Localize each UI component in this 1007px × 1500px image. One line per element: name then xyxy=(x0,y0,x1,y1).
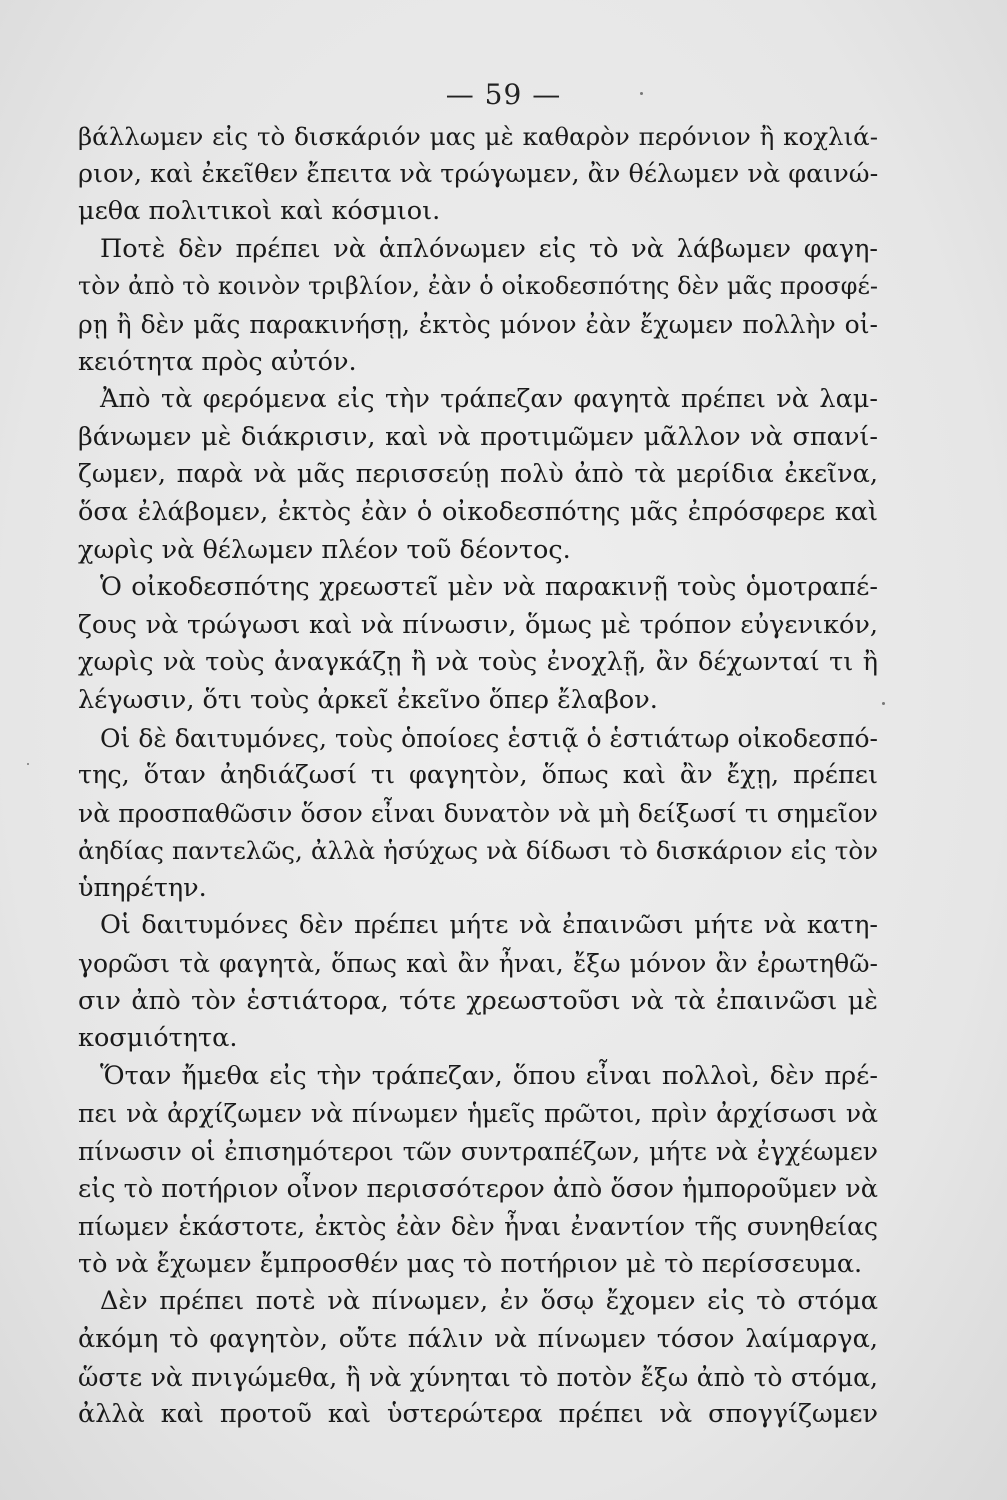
paper-speck xyxy=(640,92,643,95)
page-number: — 59 — xyxy=(445,78,562,111)
text-line: Ὅταν ἤμεθα εἰς τὴν τράπεζαν, ὅπου εἶναι πολλοὶ, δὲν πρέ- xyxy=(100,1060,878,1091)
text-line: εἰς τὸ ποτήριον οἶνον περισσότερον ἀπὸ ὅσον ἠμποροῦμεν νὰ xyxy=(78,1173,878,1204)
text-line: γορῶσι τὰ φαγητὰ, ὅπως καὶ ἂν ἦναι, ἔξω μόνον ἂν ἐρωτηθῶ- xyxy=(78,949,878,979)
text-line: βάνωμεν μὲ διάκρισιν, καὶ νὰ προτιμῶμεν μᾶλλον νὰ σπανί- xyxy=(78,421,878,452)
text-line: ριον, καὶ ἐκεῖθεν ἔπειτα νὰ τρώγωμεν, ἂν θέλωμεν νὰ φαινώ- xyxy=(78,158,879,189)
body-text xyxy=(78,118,878,1434)
text-line: ὑπηρέτην. xyxy=(78,872,207,903)
text-line: Οἱ δαιτυμόνες δὲν πρέπει μήτε νὰ ἐπαινῶσι μήτε νὰ κατη- xyxy=(100,910,878,941)
text-line: ζους νὰ τρώγωσι καὶ νὰ πίνωσιν, ὅμως μὲ τρόπον εὐγενικόν, xyxy=(78,609,878,640)
text-line: τὸν ἀπὸ τὸ κοινὸν τριβλίον, ἐὰν ὁ οἰκοδεσπότης δὲν μᾶς προσφέ- xyxy=(78,272,878,301)
text-line: βάλλωμεν εἰς τὸ δισκάριόν μας μὲ καθαρὸν περόνιον ἢ κοχλιά- xyxy=(78,122,878,151)
text-line: λέγωσιν, ὅτι τοὺς ἀρκεῖ ἐκεῖνο ὅπερ ἔλαβον. xyxy=(78,684,658,715)
text-line: Οἱ δὲ δαιτυμόνες, τοὺς ὁποίοες ἑστιᾷ ὁ ἑστιάτωρ οἰκοδεσπό- xyxy=(100,723,878,753)
text-line: πίωμεν ἑκάστοτε, ἐκτὸς ἐὰν δὲν ἦναι ἐναντίον τῆς συνηθείας xyxy=(78,1212,878,1242)
text-line: ὅσα ἐλάβομεν, ἐκτὸς ἐὰν ὁ οἰκοδεσπότης μᾶς ἐπρόσφερε καὶ xyxy=(78,496,878,527)
text-line: ἀλλὰ καὶ προτοῦ καὶ ὑστερώτερα πρέπει νὰ σπογγίζωμεν xyxy=(78,1399,878,1430)
text-line: τὸ νὰ ἔχωμεν ἔμπροσθέν μας τὸ ποτήριον μὲ τὸ περίσσευμα. xyxy=(78,1248,863,1279)
text-line: ἀηδίας παντελῶς, ἀλλὰ ἡσύχως νὰ δίδωσι τὸ δισκάριον εἰς τὸν xyxy=(78,836,878,866)
paper-speck xyxy=(882,702,885,705)
text-line: νὰ προσπαθῶσιν ὅσον εἶναι δυνατὸν νὰ μὴ δείξωσί τι σημεῖον xyxy=(78,798,878,828)
text-line: ρῃ ἢ δὲν μᾶς παρακινήσῃ, ἐκτὸς μόνον ἐὰν ἔχωμεν πολλὴν οἰ- xyxy=(78,309,878,339)
text-line: χωρὶς νὰ θέλωμεν πλέον τοῦ δέοντος. xyxy=(78,534,571,565)
text-line: Δὲν πρέπει ποτὲ νὰ πίνωμεν, ἐν ὅσῳ ἔχομεν εἰς τὸ στόμα xyxy=(100,1286,878,1317)
text-line: ζωμεν, παρὰ νὰ μᾶς περισσεύῃ πολὺ ἀπὸ τὰ μερίδια ἐκεῖνα, xyxy=(78,459,878,490)
text-line: πίνωσιν οἱ ἐπισημότεροι τῶν συντραπέζων, μήτε νὰ ἐγχέωμεν xyxy=(78,1137,878,1167)
text-line: πει νὰ ἀρχίζωμεν νὰ πίνωμεν ἡμεῖς πρῶτοι, πρὶν ἀρχίσωσι νὰ xyxy=(78,1099,878,1129)
text-line: της, ὅταν ἀηδιάζωσί τι φαγητὸν, ὅπως καὶ ἂν ἔχῃ, πρέπει xyxy=(78,760,878,791)
text-line: Ποτὲ δὲν πρέπει νὰ ἁπλόνωμεν εἰς τὸ νὰ λάβωμεν φαγη- xyxy=(100,233,878,264)
text-line: ὥστε νὰ πνιγώμεθα, ἢ νὰ χύνηται τὸ ποτὸν ἔξω ἀπὸ τὸ στόμα, xyxy=(78,1362,878,1392)
text-line: χωρὶς νὰ τοὺς ἀναγκάζῃ ἢ νὰ τοὺς ἐνοχλῇ, ἂν δέχωνταί τι ἢ xyxy=(78,647,878,678)
paper-speck xyxy=(27,763,29,765)
text-line: σιν ἀπὸ τὸν ἑστιάτορα, τότε χρεωστοῦσι νὰ τὰ ἐπαινῶσι μὲ xyxy=(78,985,878,1016)
text-line: κειότητα πρὸς αὐτόν. xyxy=(78,346,357,377)
text-line: Ἀπὸ τὰ φερόμενα εἰς τὴν τράπεζαν φαγητὰ πρέπει νὰ λαμ- xyxy=(100,384,878,415)
text-line: κοσμιότητα. xyxy=(78,1023,238,1054)
text-line: ἀκόμη τὸ φαγητὸν, οὔτε πάλιν νὰ πίνωμεν τόσον λαίμαργα, xyxy=(78,1324,878,1354)
text-line: μεθα πολιτικοὶ καὶ κόσμιοι. xyxy=(78,196,441,227)
text-line: Ὁ οἰκοδεσπότης χρεωστεῖ μὲν νὰ παρακινῇ τοὺς ὁμοτραπέ- xyxy=(100,572,878,603)
